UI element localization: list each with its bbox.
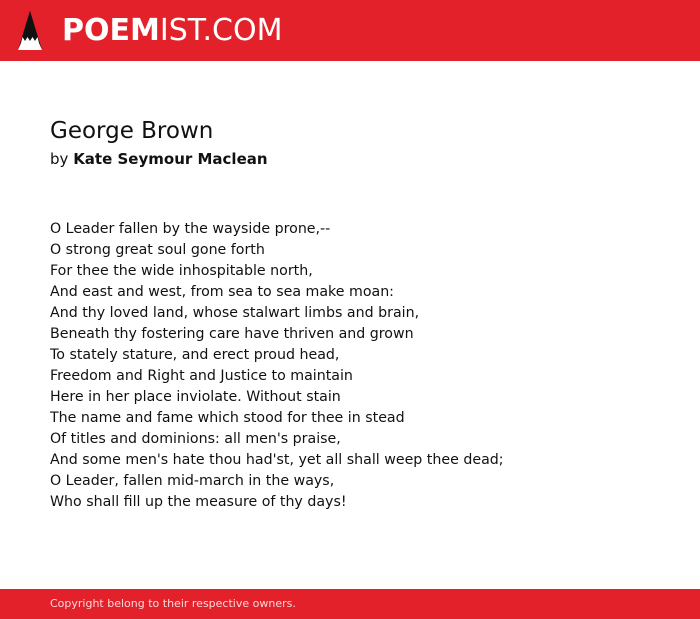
site-footer	[0, 589, 700, 619]
poem-line: To stately stature, and erect proud head,	[50, 347, 340, 363]
site-header	[0, 0, 700, 61]
site-logo-text[interactable]	[62, 11, 282, 51]
poem-line: Freedom and Right and Justice to maintain	[50, 368, 353, 384]
poem-body	[50, 219, 670, 513]
brand-bold: POEM	[62, 13, 160, 48]
poem-line: O Leader, fallen mid-march in the ways,	[50, 473, 335, 489]
poem-line: And east and west, from sea to sea make moan:	[50, 284, 394, 300]
by-label: by	[50, 150, 69, 168]
poem-line: O strong great soul gone forth	[50, 242, 265, 258]
pencil-tip-icon[interactable]	[17, 10, 43, 51]
poem-author: Kate Seymour Maclean	[73, 150, 268, 168]
poem-line: Here in her place inviolate. Without stain	[50, 389, 341, 405]
poem-line: Of titles and dominions: all men's praise,	[50, 431, 341, 447]
poem-line: For thee the wide inhospitable north,	[50, 263, 313, 279]
brand-light: IST.COM	[159, 13, 283, 48]
copyright-text: Copyright belong to their respective owners.	[50, 597, 296, 610]
poem-line: And some men's hate thou had'st, yet all shall weep thee dead;	[50, 452, 504, 468]
poem-byline	[50, 149, 268, 169]
poem-line: And thy loved land, whose stalwart limbs and brain,	[50, 305, 420, 321]
poem-line: O Leader fallen by the wayside prone,--	[50, 221, 331, 237]
poem-title: George Brown	[50, 118, 214, 144]
poem-line: Who shall fill up the measure of thy days!	[50, 494, 347, 510]
poem-line: Beneath thy fostering care have thriven and grown	[50, 326, 414, 342]
poem-line: The name and fame which stood for thee in stead	[50, 410, 405, 426]
